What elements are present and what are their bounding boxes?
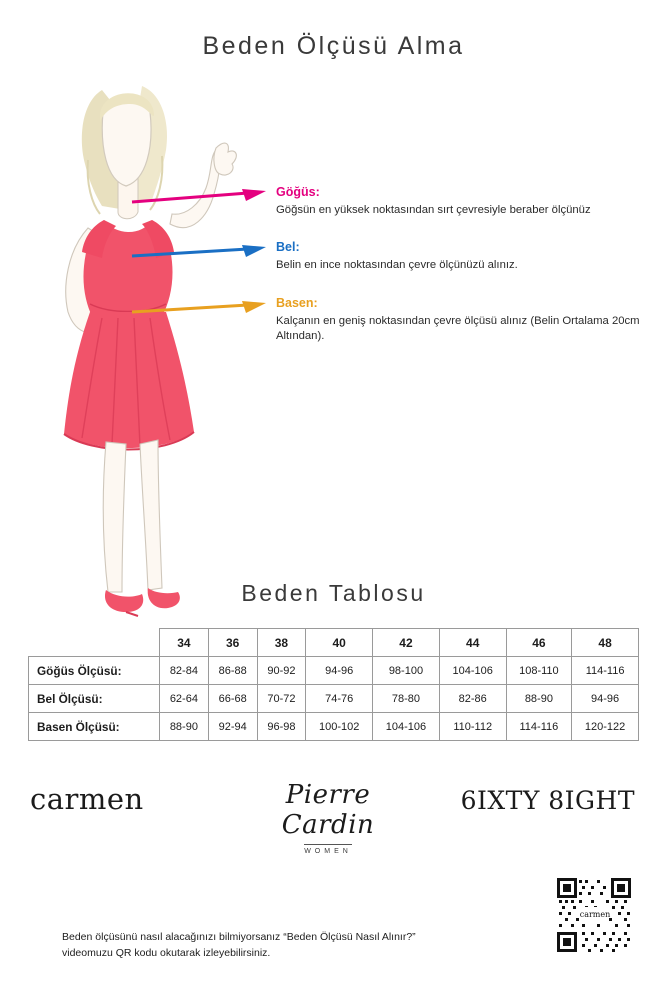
size-header-48: 48 <box>572 629 639 657</box>
size-header-34: 34 <box>160 629 209 657</box>
legend-term-gogus: Göğüs: <box>276 185 320 199</box>
table-row <box>29 657 639 685</box>
cell-basen-34: 88-90 <box>160 713 209 741</box>
legend-desc-bel: Belin en ince noktasından çevre ölçünüzü alınız. <box>276 259 518 272</box>
cell-basen-38: 96-98 <box>257 713 306 741</box>
cell-basen-36: 92-94 <box>208 713 257 741</box>
row-label-basen: Basen Ölçüsü: <box>29 713 160 741</box>
row-label-bel: Bel Ölçüsü: <box>29 685 160 713</box>
cell-gogus-34: 82-84 <box>160 657 209 685</box>
size-table-title: Beden Tablosu <box>241 580 426 606</box>
cell-bel-48: 94-96 <box>572 685 639 713</box>
legend-term-bel: Bel: <box>276 240 300 255</box>
cell-gogus-38: 90-92 <box>257 657 306 685</box>
cell-bel-34: 62-64 <box>160 685 209 713</box>
footer-line-1: Beden ölçüsünü nasıl alacağınızı bilmiyorsanız “Beden Ölçüsü Nasıl Alınır?” <box>62 931 416 943</box>
size-header-36: 36 <box>208 629 257 657</box>
cell-gogus-42: 98-100 <box>373 657 440 685</box>
woman-illustration <box>30 60 260 620</box>
cell-basen-40: 100-102 <box>306 713 373 741</box>
cell-basen-42: 104-106 <box>373 713 440 741</box>
logo-pierre-cardin <box>238 780 418 858</box>
size-table <box>28 628 639 741</box>
footer-line-2: videomuzu QR kodu okutarak izleyebilirsiniz. <box>62 946 271 959</box>
cell-basen-46: 114-116 <box>506 713 572 741</box>
cell-gogus-48: 114-116 <box>572 657 639 685</box>
size-header-44: 44 <box>439 629 506 657</box>
arrow-basen-icon <box>130 300 272 316</box>
cell-basen-48: 120-122 <box>572 713 639 741</box>
footer-note <box>62 930 502 962</box>
legend-item-bel <box>240 240 650 273</box>
cell-bel-40: 74-76 <box>306 685 373 713</box>
size-header-46: 46 <box>506 629 572 657</box>
legend-term-basen: Basen: <box>276 295 318 310</box>
cell-bel-42: 78-80 <box>373 685 440 713</box>
logo-carmen: carmen <box>30 782 144 816</box>
cell-gogus-44: 104-106 <box>439 657 506 685</box>
table-corner-cell <box>29 629 160 657</box>
cell-bel-46: 88-90 <box>506 685 572 713</box>
qr-center-label: carmen <box>579 910 611 919</box>
legend-item-gogus <box>240 185 650 218</box>
arrow-bel-icon <box>130 244 272 260</box>
cell-bel-44: 82-86 <box>439 685 506 713</box>
measurement-legend <box>240 185 650 366</box>
size-header-38: 38 <box>257 629 306 657</box>
cell-gogus-40: 94-96 <box>306 657 373 685</box>
table-header-row <box>29 629 639 657</box>
row-label-gogus: Göğüs Ölçüsü: <box>29 657 160 685</box>
logo-pierre-cardin-name: Pierre Cardin <box>281 780 375 840</box>
size-header-40: 40 <box>306 629 373 657</box>
brand-logos <box>0 780 667 855</box>
logo-sixty-eight: 6IXTY 8IGHT <box>460 786 635 815</box>
logo-pierre-cardin-sub: WOMEN <box>304 844 352 855</box>
cell-basen-44: 110-112 <box>439 713 506 741</box>
table-row <box>29 713 639 741</box>
cell-bel-38: 70-72 <box>257 685 306 713</box>
size-header-42: 42 <box>373 629 440 657</box>
cell-bel-36: 66-68 <box>208 685 257 713</box>
arrow-gogus-icon <box>130 189 272 205</box>
table-row <box>29 685 639 713</box>
legend-desc-basen: Kalçanın en geniş noktasından çevre ölçüsü alınız (Belin Ortalama 20cm Altından). <box>276 314 640 342</box>
cell-gogus-46: 108-110 <box>506 657 572 685</box>
legend-item-basen <box>240 296 650 345</box>
legend-desc-gogus: Göğsün en yüksek noktasından sırt çevresiyle beraber ölçünüz <box>276 204 591 216</box>
qr-code <box>555 876 633 954</box>
page-title: Beden Ölçüsü Alma <box>202 32 465 60</box>
cell-gogus-36: 86-88 <box>208 657 257 685</box>
